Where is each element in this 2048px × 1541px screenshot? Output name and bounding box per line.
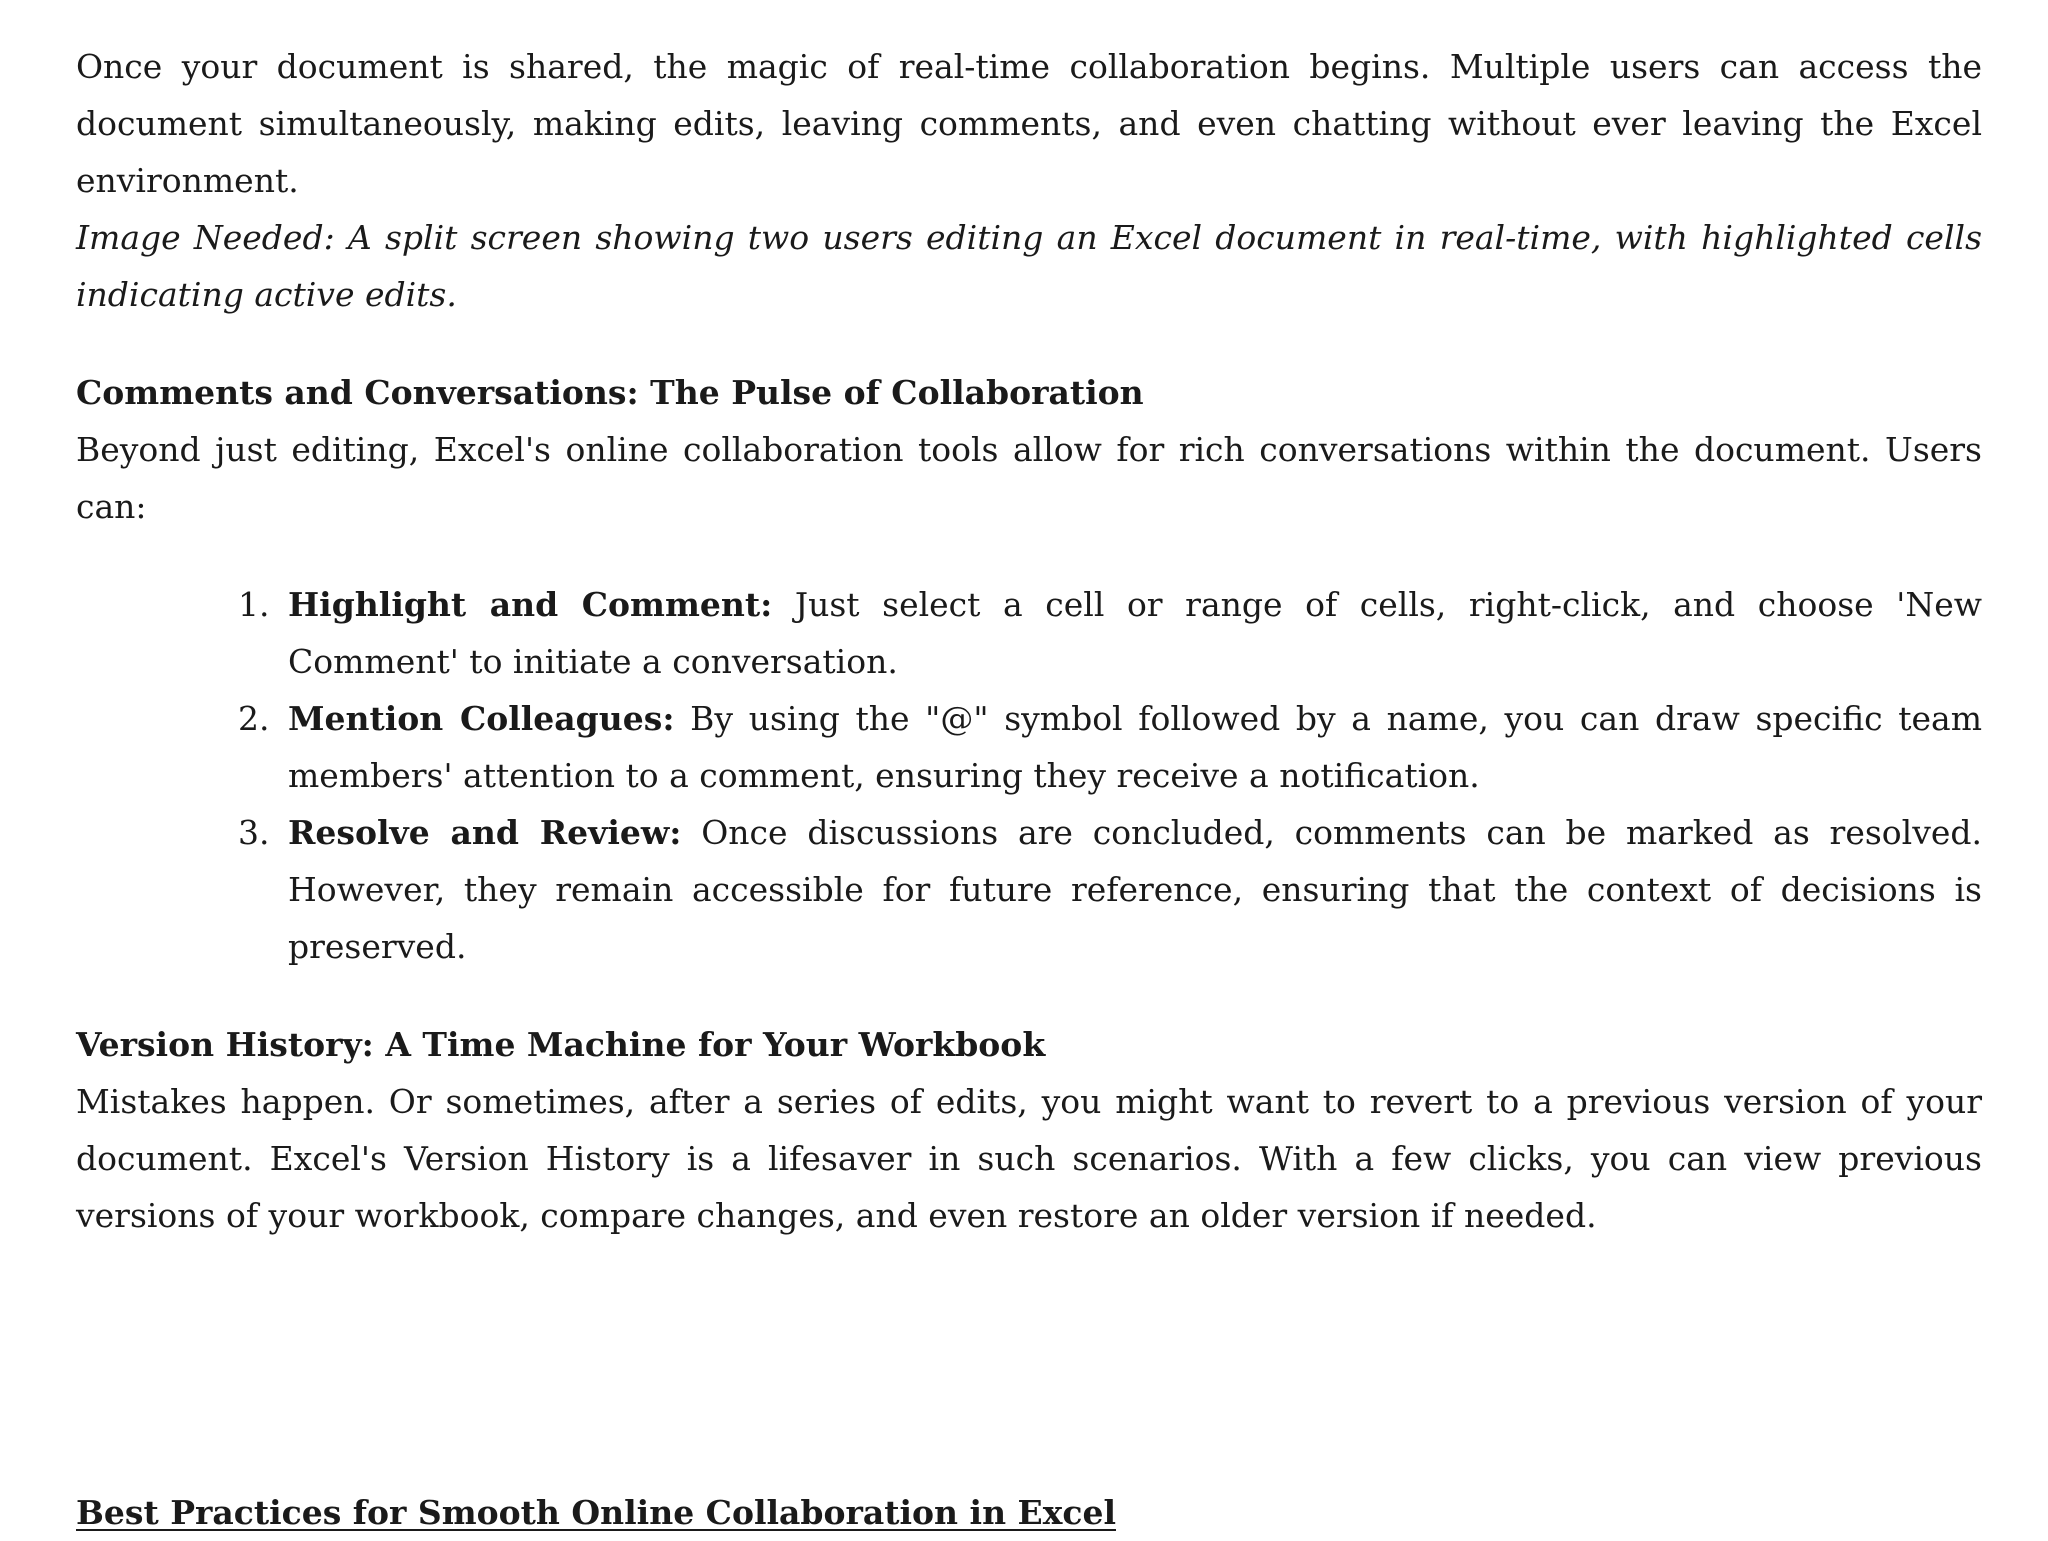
list-item-text: Just select a cell or range of cells, right-click, and choose 'New Comment' to initiate a conversation. <box>288 585 1982 681</box>
version-history-heading: Version History: A Time Machine for Your Workbook <box>76 1025 1046 1064</box>
list-item-text: Once discussions are concluded, comments can be marked as resolved. However, they remain accessible for future reference, ensuring that the context of decisions is preserved. <box>288 813 1982 966</box>
spacer <box>76 323 1982 364</box>
comments-paragraph: Beyond just editing, Excel's online collaboration tools allow for rich conversations within the document. Users can: <box>76 430 1982 526</box>
comments-heading: Comments and Conversations: The Pulse of Collaboration <box>76 373 1144 412</box>
list-item-highlight-comment <box>280 576 1982 690</box>
list-item-text: By using the "@" symbol followed by a name, you can draw specific team members' attention to a comment, ensuring they receive a notification. <box>288 699 1983 795</box>
document-page <box>76 38 1982 1541</box>
intro-paragraph: Once your document is shared, the magic of real-time collaboration begins. Multiple users can access the document simultaneously, making edits, leaving comments, and even chatting without ever leaving the Excel environment. <box>76 47 1982 200</box>
collaboration-features-list <box>76 576 1982 975</box>
list-item-resolve-review <box>280 804 1982 975</box>
spacer <box>76 1244 1982 1484</box>
image-needed-note: Image Needed: A split screen showing two users editing an Excel document in real-time, with highlighted cells indicating active edits. <box>76 218 1982 314</box>
spacer <box>76 535 1982 576</box>
list-item-mention-colleagues <box>280 690 1982 804</box>
list-item-term: Mention Colleagues: <box>288 699 675 738</box>
spacer <box>76 975 1982 1016</box>
list-item-term: Highlight and Comment: <box>288 585 773 624</box>
best-practices-heading: Best Practices for Smooth Online Collaboration in Excel <box>76 1493 1116 1532</box>
list-item-term: Resolve and Review: <box>288 813 682 852</box>
version-history-paragraph: Mistakes happen. Or sometimes, after a series of edits, you might want to revert to a previous version of your document. Excel's Version History is a lifesaver in such scenarios. With a few clicks, you can view previous versions of your workbook, compare changes, and even restore an older version if needed. <box>76 1082 1982 1235</box>
